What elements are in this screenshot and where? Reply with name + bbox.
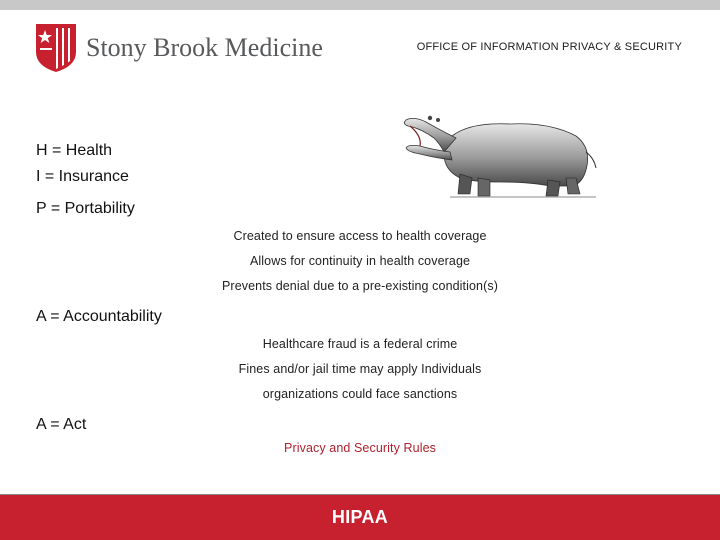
accountability-note: organizations could face sanctions — [262, 387, 458, 401]
definition-portability: P = Portability — [36, 200, 135, 217]
hippo-illustration — [400, 108, 600, 200]
stony-brook-logo — [34, 22, 323, 74]
logo-wordmark: Stony Brook Medicine — [86, 33, 323, 62]
accountability-note: Healthcare fraud is a federal crime — [262, 337, 458, 351]
portability-note: Allows for continuity in health coverage — [249, 254, 471, 268]
definition-health: H = Health — [36, 142, 113, 159]
definition-accountability: A = Accountability — [36, 308, 162, 325]
definition-act: A = Act — [36, 416, 87, 433]
portability-note: Created to ensure access to health coverage — [233, 229, 487, 243]
act-note: Privacy and Security Rules — [284, 441, 436, 455]
top-rule — [0, 0, 720, 10]
definition-insurance: I = Insurance — [36, 168, 129, 185]
footer-bar — [0, 494, 720, 540]
office-label: OFFICE OF INFORMATION PRIVACY & SECURITY — [416, 41, 682, 53]
shield-star-icon — [34, 22, 78, 74]
portability-note: Prevents denial due to a pre-existing condition(s) — [222, 279, 498, 293]
footer-title: HIPAA — [331, 507, 389, 527]
accountability-note: Fines and/or jail time may apply Individuals — [238, 362, 482, 376]
